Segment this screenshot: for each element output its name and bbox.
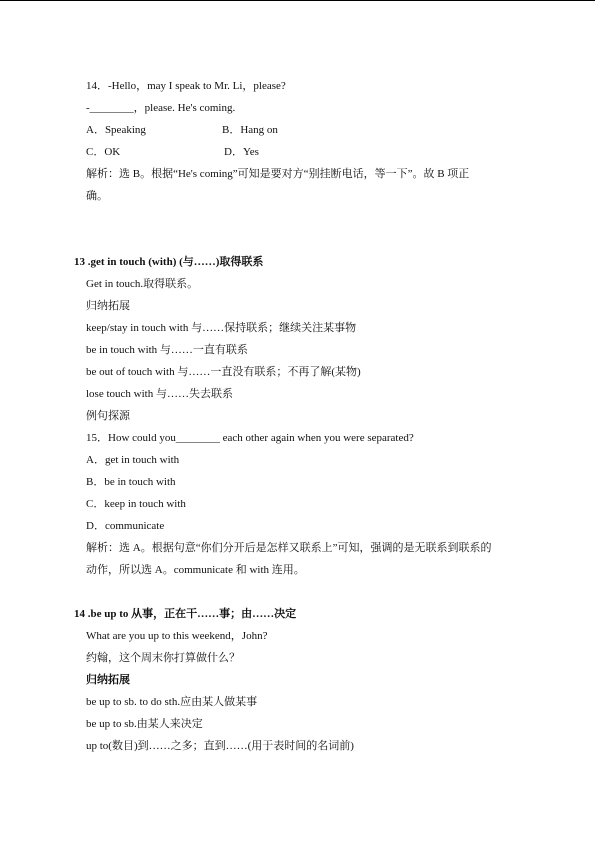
q15-option-a: A．get in touch with	[86, 454, 180, 466]
q14-analysis-line-1: 解析：选 B。根据“He's coming”可知是要对方“别挂断电话，等一下”。故 B 项正	[86, 168, 470, 180]
section-13-heading: 13 .get in touch (with) (与……)取得联系	[74, 256, 264, 268]
q15-option-d: D．communicate	[86, 520, 165, 532]
q14-option-b: B．Hang on	[222, 124, 278, 136]
section-13-item: be in touch with 与……一直有联系	[86, 344, 248, 356]
section-14-item: be up to sb.由某人来决定	[86, 718, 203, 730]
section-13-item: be out of touch with 与……一直没有联系；不再了解(某物)	[86, 366, 361, 378]
section-13-item: lose touch with 与……失去联系	[86, 388, 233, 400]
section-14-item: up to(数目)到……之多；直到……(用于表时间的名词前)	[86, 740, 354, 752]
section-14-heading: 14 .be up to 从事，正在干……事；由……决定	[74, 608, 297, 620]
q14-question: 14．-Hello，may I speak to Mr. Li，please?	[86, 80, 286, 92]
section-14-example-en: What are you up to this weekend，John?	[86, 630, 268, 642]
section-13-source-label: 例句探源	[86, 410, 130, 422]
q15-question: 15．How could you________ each other again when you were separated?	[86, 432, 414, 444]
q14-option-c: C．OK	[86, 146, 121, 158]
section-14-summary-label: 归纳拓展	[86, 674, 130, 686]
q14-response: -________，please. He's coming.	[86, 102, 236, 114]
q15-analysis-line-1: 解析：选 A。根据句意“你们分开后是怎样又联系上”可知，强调的是无联系到联系的	[86, 542, 492, 554]
q14-analysis-line-2: 确。	[86, 190, 108, 202]
q15-option-c: C．keep in touch with	[86, 498, 186, 510]
section-14-item: be up to sb. to do sth.应由某人做某事	[86, 696, 258, 708]
section-14-example-zh: 约翰，这个周末你打算做什么？	[86, 652, 240, 664]
q15-option-b: B．be in touch with	[86, 476, 176, 488]
section-13-item: keep/stay in touch with 与……保持联系；继续关注某事物	[86, 322, 357, 334]
q14-option-d: D．Yes	[224, 146, 259, 158]
q14-options-row-2	[86, 145, 386, 159]
section-13-example: Get in touch.取得联系。	[86, 278, 199, 290]
q14-options-row-1	[86, 123, 386, 137]
q14-option-a: A．Speaking	[86, 124, 146, 136]
section-13-summary-label: 归纳拓展	[86, 300, 130, 312]
q15-analysis-line-2: 动作，所以选 A。communicate 和 with 连用。	[86, 564, 305, 576]
